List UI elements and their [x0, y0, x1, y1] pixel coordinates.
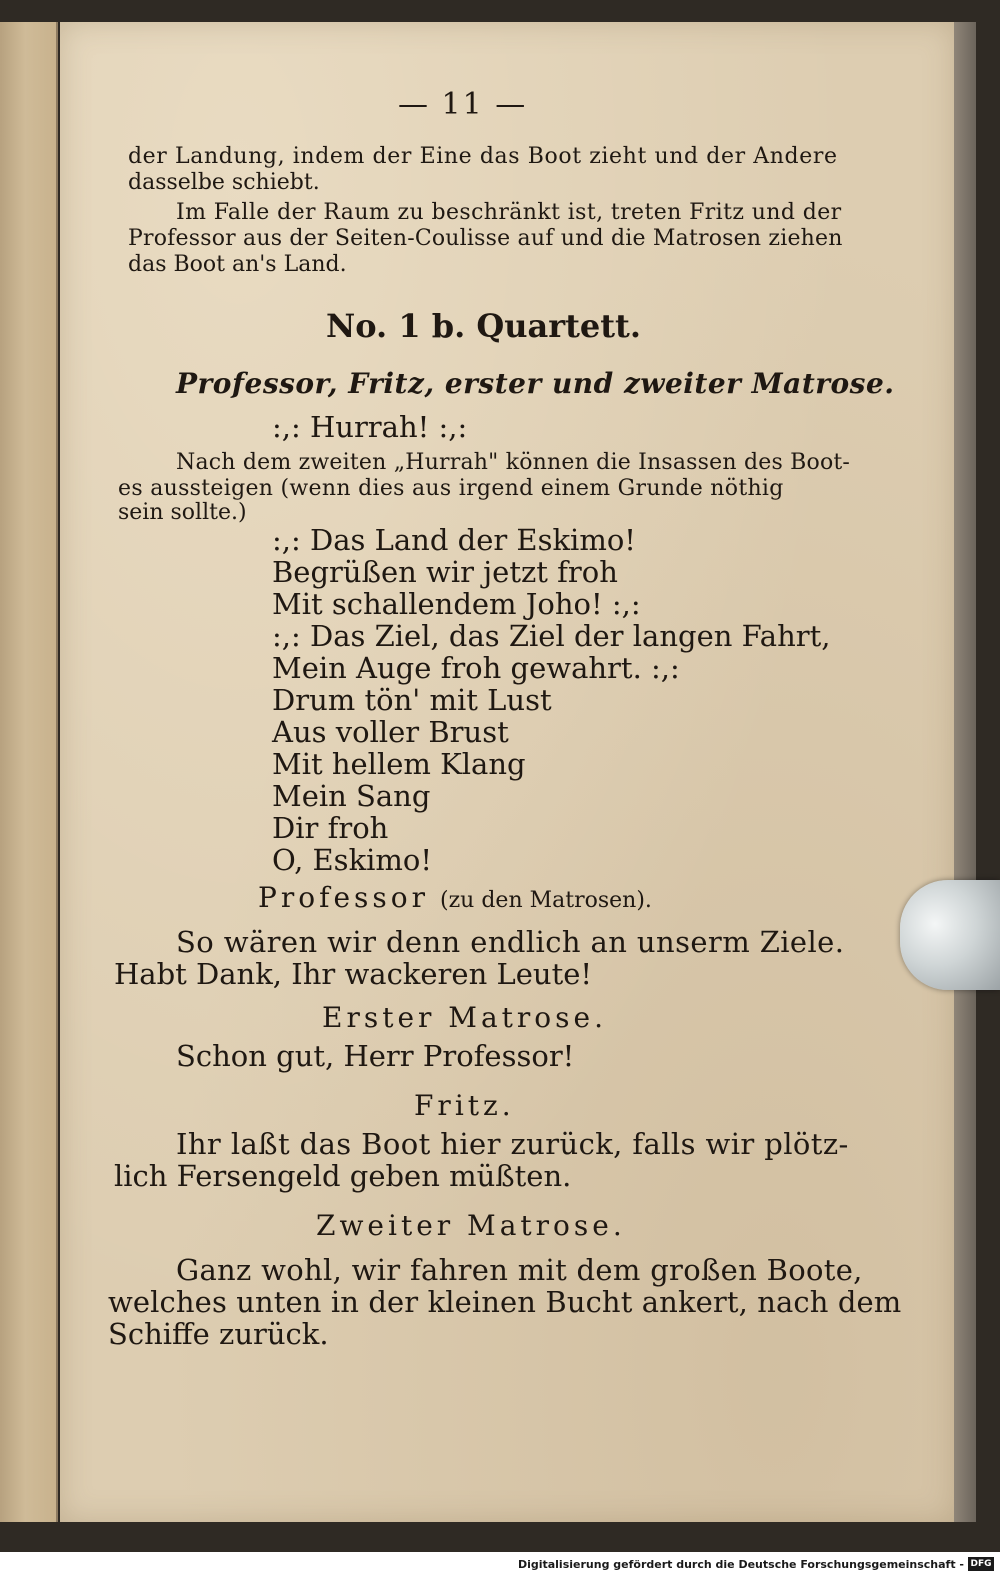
verse-line: Mit hellem Klang	[272, 747, 526, 781]
verse-line: Begrüßen wir jetzt froh	[272, 555, 618, 589]
funding-credit: Digitalisierung gefördert durch die Deutsche Forschungsgemeinschaft -	[517, 1558, 964, 1571]
intro-line: dasselbe schiebt.	[128, 170, 320, 195]
speech-line: Schiffe zurück.	[108, 1317, 329, 1351]
previous-page-edge	[0, 22, 58, 1522]
speech-line: Ihr laßt das Boot hier zurück, falls wir plötz-	[176, 1127, 849, 1161]
page-edge-shadow	[954, 22, 976, 1522]
paper-clip	[900, 880, 1000, 990]
intro-line: der Landung, indem der Eine das Boot zieht und der Andere	[128, 144, 838, 169]
speaker-name: Professor	[258, 881, 429, 914]
speech-line: Schon gut, Herr Professor!	[176, 1039, 575, 1073]
verse-line: Mein Sang	[272, 779, 431, 813]
intro-line: Professor aus der Seiten-Coulisse auf und die Matrosen ziehen	[128, 226, 843, 251]
verse-line: Drum tön' mit Lust	[272, 683, 552, 717]
speech-line: welches unten in der kleinen Bucht ankert, nach dem	[108, 1285, 902, 1319]
stage-direction: (zu den Matrosen).	[440, 888, 652, 913]
speaker-name: Fritz.	[414, 1089, 515, 1122]
stage-note-line: Nach dem zweiten „Hurrah" können die Insassen des Boot-	[176, 450, 851, 475]
verse-line: Mein Auge froh gewahrt. :,:	[272, 651, 680, 685]
verse-line: Aus voller Brust	[272, 715, 509, 749]
section-title: No. 1 b. Quartett.	[326, 307, 641, 345]
stage-note-line: es aussteigen (wenn dies aus irgend einem Grunde nöthig	[118, 476, 784, 501]
verse-line: :,: Das Land der Eskimo!	[272, 523, 636, 557]
dfg-logo-icon: DFG	[968, 1557, 994, 1571]
stage-note-line: sein sollte.)	[118, 500, 247, 525]
intro-line: das Boot an's Land.	[128, 252, 347, 277]
hurrah-line: :,: Hurrah! :,:	[272, 410, 468, 444]
verse-line: :,: Das Ziel, das Ziel der langen Fahrt,	[272, 619, 831, 653]
speaker-name: Zweiter Matrose.	[316, 1209, 626, 1242]
intro-line: Im Falle der Raum zu beschränkt ist, treten Fritz und der	[176, 200, 842, 225]
speaker-name: Erster Matrose.	[322, 1001, 607, 1034]
verse-line: O, Eskimo!	[272, 843, 433, 877]
verse-line: Mit schallendem Joho! :,:	[272, 587, 641, 621]
speech-line: lich Fersengeld geben müßten.	[114, 1159, 572, 1193]
speech-line: Ganz wohl, wir fahren mit dem großen Boote,	[176, 1253, 863, 1287]
speech-line: Habt Dank, Ihr wackeren Leute!	[114, 957, 593, 991]
verse-line: Dir froh	[272, 811, 389, 845]
speech-line: So wären wir denn endlich an unserm Ziele.	[176, 925, 845, 959]
page-number: — 11 —	[398, 87, 528, 122]
section-cast: Professor, Fritz, erster und zweiter Matrose.	[176, 367, 895, 400]
